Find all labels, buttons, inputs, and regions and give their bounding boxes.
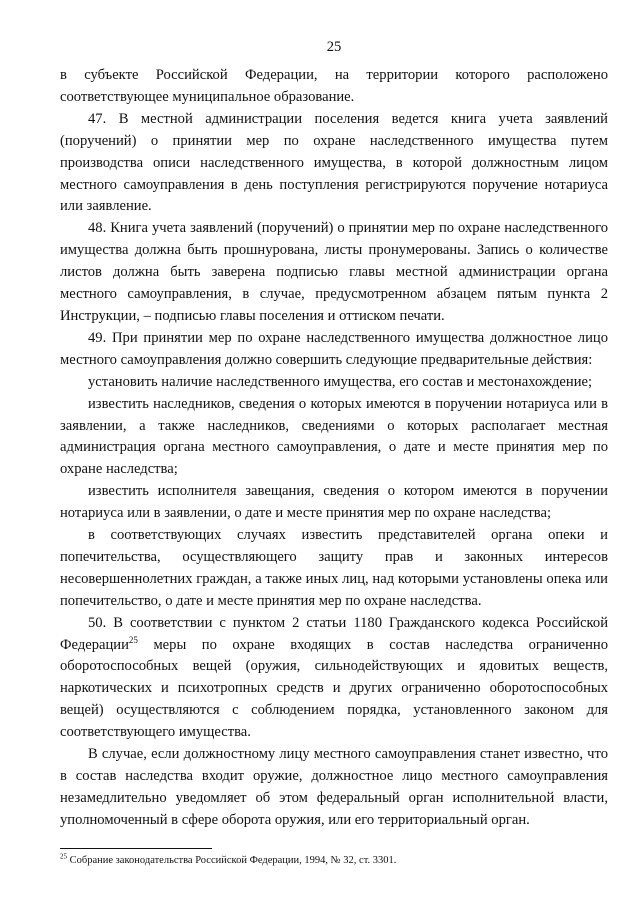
paragraph-49-item-4: в соответствующих случаях известить представителей органа опеки и попечительства, осуществляющего защиту прав и законных интересов несовершеннолетних граждан, а также иных лиц, над которыми установлены опека или попечительство, о дате и месте принятия мер по охране наследства. — [60, 527, 608, 609]
paragraph-continuation: в субъекте Российской Федерации, на территории которого расположено соответствующее муниципальное образование. — [60, 67, 608, 105]
paragraph-48: 48. Книга учета заявлений (поручений) о принятии мер по охране наследственного имущества должна быть прошнурована, листы пронумерованы. Запись о количестве листов должна быть заверена подписью главы местной администрации органа местного самоуправления, в случае, предусмотренном абзацем пятым пункта 2 Инструкции, – подписью главы поселения и оттиском печати. — [60, 220, 608, 324]
footnote-marker: 25 — [60, 852, 67, 861]
paragraph-49-item-3: известить исполнителя завещания, сведения о котором имеются в поручении нотариуса или в заявлении, о дате и месте принятия мер по охране наследства; — [60, 483, 608, 522]
paragraph-50-end: меры по охране входящих в состав наследства ограниченно оборотоспособных вещей (оружия, сильнодействующих и ядовитых веществ, наркотических и психотропных средств и других ограниченно оборотоспособных вещей) осуществляются с соблюдением порядка, установленного законом для соответствующего имущества. — [60, 636, 608, 741]
page-number: 25 — [326, 39, 342, 55]
paragraph-50 — [60, 613, 608, 744]
footnote-divider — [60, 848, 212, 849]
paragraph-weapons: В случае, если должностному лицу местного самоуправления станет известно, что в состав наследства входит оружие, должностное лицо местного самоуправления незамедлительно уведомляет об этом федеральный орган исполнительной власти, уполномоченный в сфере оборота оружия, или его территориальный орган. — [60, 746, 608, 828]
footnote-text: Собрание законодательства Российской Федерации, 1994, № 32, ст. 3301. — [67, 854, 397, 866]
paragraph-49-item-1: установить наличие наследственного имущества, его состав и местонахождение; — [88, 373, 593, 390]
footnote-reference: 25 — [128, 634, 138, 645]
footnote — [60, 854, 608, 868]
paragraph-50-start: 50. В соответствии с пунктом 2 статьи 1180 Гражданского кодекса Российской Федерации — [60, 614, 608, 653]
paragraph-47: 47. В местной администрации поселения ведется книга учета заявлений (поручений) о принятии мер по охране наследственного имущества путем производства описи наследственного имущества, в которой должностным лицом местного самоуправления в день поступления регистрируются поручение нотариуса или заявление. — [60, 110, 608, 215]
paragraph-49: 49. При принятии мер по охране наследственного имущества должностное лицо местного самоуправления должно совершить следующие предварительные действия: — [60, 329, 608, 368]
paragraph-49-item-2: известить наследников, сведения о которых имеются в поручении нотариуса или в заявлении, а также наследников, сведениями о которых располагает местная администрация органа местного самоуправления, о дате и месте принятия мер по охране наследства; — [60, 395, 608, 478]
